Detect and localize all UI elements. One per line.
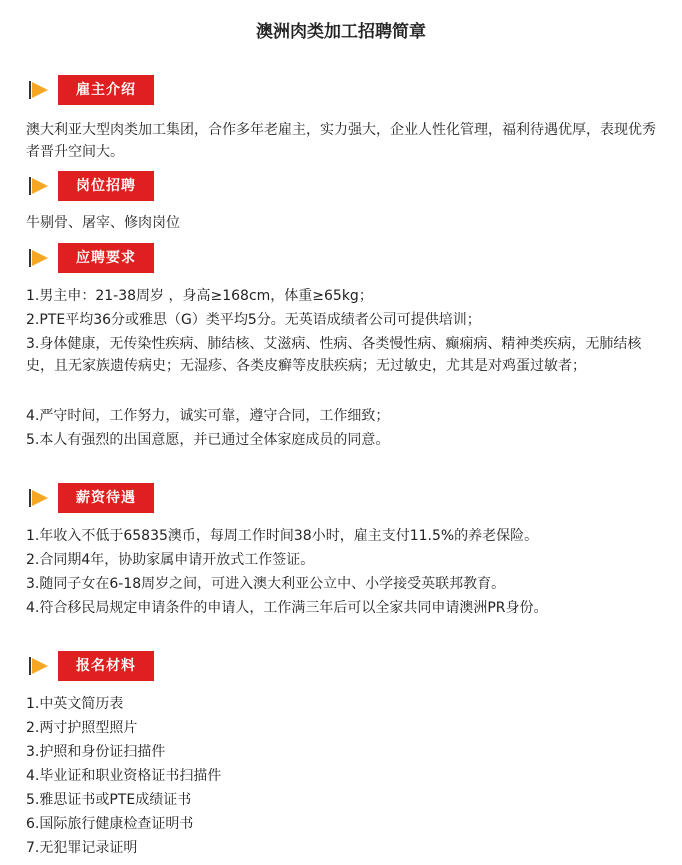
section-badge: 应聘要求 — [58, 243, 154, 273]
material-item: 4.毕业证和职业资格证书扫描件 — [26, 768, 222, 784]
requirement-item: 4.严守时间，工作努力，诚实可靠，遵守合同，工作细致； — [26, 408, 390, 424]
requirement-item: 5.本人有强烈的出国意愿，并已通过全体家庭成员的同意。 — [26, 432, 390, 448]
employer-text: 澳大利亚大型肉类加工集团，合作多年老雇主，实力强大，企业人性化管理，福利待遇优厚，表现优秀者晋升空间大。 — [26, 122, 656, 160]
salary-item: 4.符合移民局规定申请条件的申请人，工作满三年后可以全家共同申请澳洲PR身份。 — [26, 600, 548, 616]
section-header-materials — [28, 651, 154, 681]
material-item: 6.国际旅行健康检查证明书 — [26, 816, 194, 832]
section-header-requirements — [28, 243, 154, 273]
section-badge: 雇主介绍 — [58, 75, 154, 105]
material-item: 1.中英文简历表 — [26, 696, 124, 712]
flag-arrow-icon — [28, 247, 50, 269]
section-badge: 岗位招聘 — [58, 171, 154, 201]
requirement-item: 2.PTE平均36分或雅思（G）类平均5分。无英语成绩者公司可提供培训； — [26, 312, 481, 328]
material-item: 2.两寸护照型照片 — [26, 720, 138, 736]
salary-item: 1.年收入不低于65835澳币，每周工作时间38小时，雇主支付11.5%的养老保险。 — [26, 528, 539, 544]
section-badge: 报名材料 — [58, 651, 154, 681]
page-title: 澳洲肉类加工招聘简章 — [256, 22, 426, 42]
flag-arrow-icon — [28, 487, 50, 509]
flag-arrow-icon — [28, 655, 50, 677]
positions-text: 牛剔骨、屠宰、修肉岗位 — [26, 215, 180, 231]
material-item: 7.无犯罪记录证明 — [26, 840, 138, 856]
section-badge: 薪资待遇 — [58, 483, 154, 513]
salary-item: 3.随同子女在6-18周岁之间，可进入澳大利亚公立中、小学接受英联邦教育。 — [26, 576, 506, 592]
requirement-item: 3.身体健康，无传染性疾病、肺结核、艾滋病、性病、各类慢性病、癫痫病、精神类疾病，无肺结核史，且无家族遗传病史；无湿疹、各类皮癣等皮肤疾病；无过敏史，尤其是对鸡蛋过敏者； — [26, 336, 642, 374]
flag-arrow-icon — [28, 79, 50, 101]
section-header-positions — [28, 171, 154, 201]
flag-arrow-icon — [28, 175, 50, 197]
salary-item: 2.合同期4年，协助家属申请开放式工作签证。 — [26, 552, 315, 568]
material-item: 3.护照和身份证扫描件 — [26, 744, 166, 760]
material-item: 5.雅思证书或PTE成绩证书 — [26, 792, 192, 808]
section-header-salary — [28, 483, 154, 513]
section-header-employer — [28, 75, 154, 105]
requirement-item: 1.男主申：21-38周岁 ，身高≥168cm，体重≥65kg； — [26, 288, 373, 304]
